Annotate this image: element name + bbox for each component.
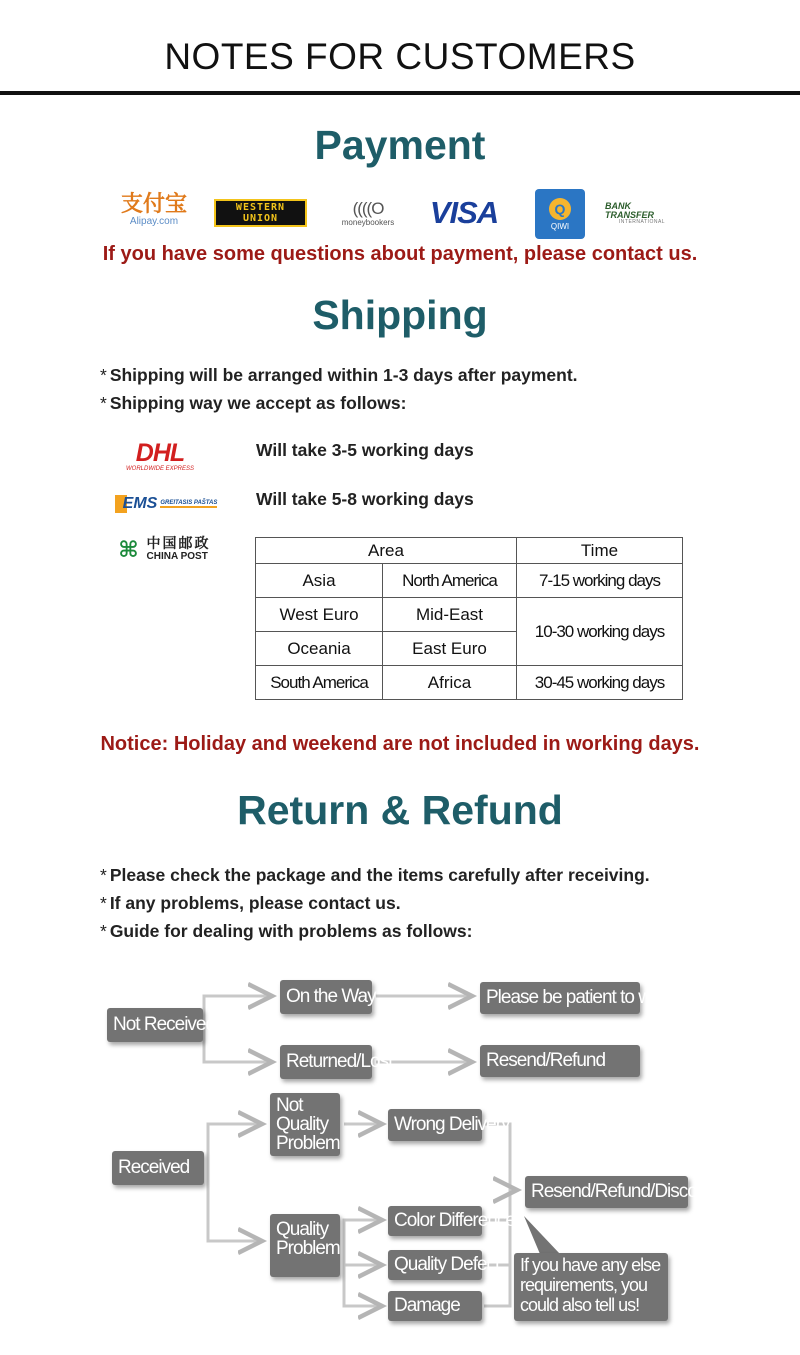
western-union-logo [214, 199, 307, 227]
flow-resend-refund: Resend/Refund [480, 1045, 640, 1077]
dhl-logo-text: DHL [135, 438, 185, 467]
visa-logo: VISA [429, 195, 499, 230]
flow-quality-defect: Quality Defect [388, 1250, 482, 1280]
flow-quality-problem: Quality Problem [270, 1214, 340, 1277]
table-cell: Oceania [256, 632, 383, 666]
dhl-logo-sub: WORLDWIDE EXPRESS [125, 465, 194, 472]
dhl-logo [115, 440, 205, 472]
table-cell: East Euro [383, 632, 517, 666]
qiwi-label: QIWI [550, 221, 570, 231]
qiwi-logo [535, 189, 585, 239]
refund-bullet-2 [100, 893, 401, 914]
table-cell: North America [383, 564, 517, 598]
wu-line1: WESTERN [235, 202, 286, 213]
table-cell: 30-45 working days [517, 666, 683, 700]
flow-on-the-way: On the Way [280, 980, 372, 1014]
flow-color-difference: Color Difference [388, 1206, 482, 1236]
bank-transfer-line2: INTERNATIONAL [618, 218, 666, 225]
table-row [256, 666, 683, 700]
moneybookers-logo [333, 194, 403, 232]
table-row [256, 564, 683, 598]
flow-received: Received [112, 1151, 204, 1185]
flow-not-quality-problem: Not Quality Problem [270, 1093, 340, 1156]
china-post-cn: 中国邮政 [146, 536, 211, 553]
payment-heading: Payment [314, 122, 486, 168]
table-header-row [256, 538, 683, 564]
china-post-en: CHINA POST [146, 551, 208, 563]
table-cell: Asia [256, 564, 383, 598]
ems-logo [107, 492, 225, 516]
bullet-text: Please check the package and the items carefully after receiving. [109, 865, 650, 885]
qiwi-mark-icon: Q [549, 198, 571, 220]
flow-returned-lost: Returned/Lost [280, 1045, 372, 1079]
bullet-star: * [100, 865, 107, 885]
table-cell: West Euro [256, 598, 383, 632]
alipay-logo-cn: 支付宝 [120, 191, 187, 217]
ems-logo-sub: GREITASIS PAŠTAS [160, 500, 218, 506]
table-cell: 10-30 working days [517, 598, 683, 666]
title-divider [0, 91, 800, 95]
bullet-star: * [100, 893, 107, 913]
table-cell: South America [256, 666, 383, 700]
bullet-star: * [100, 921, 107, 941]
china-post-logo [108, 534, 218, 566]
bullet-text: Guide for dealing with problems as follows: [109, 921, 473, 941]
shipping-bullet-2 [100, 393, 406, 414]
return-refund-heading: Return & Refund [237, 787, 563, 833]
table-cell: Africa [383, 666, 517, 700]
bank-transfer-line1: BANK TRANSFER [605, 200, 654, 220]
page-title: NOTES FOR CUSTOMERS [164, 36, 636, 77]
table-header-time: Time [517, 538, 683, 564]
wu-line2: UNION [242, 213, 279, 224]
ems-logo-text: EMS [115, 495, 158, 513]
shipping-heading: Shipping [312, 292, 488, 338]
flow-resend-refund-discount: Resend/Refund/Discount [525, 1176, 688, 1208]
table-cell: Mid-East [383, 598, 517, 632]
flow-wrong-delivery: Wrong Delivery [388, 1109, 482, 1141]
dhl-delivery-time: Will take 3-5 working days [256, 440, 474, 460]
table-row [256, 598, 683, 632]
shipping-bullet-1 [100, 365, 578, 386]
bullet-text: Shipping will be arranged within 1-3 days after payment. [109, 365, 578, 385]
moneybookers-waves-icon: ((((O [352, 198, 384, 218]
alipay-logo [116, 190, 192, 230]
shipping-notice: Notice: Holiday and weekend are not included in working days. [100, 733, 700, 755]
shipping-time-table [255, 537, 683, 700]
bullet-star: * [100, 393, 107, 413]
ems-delivery-time: Will take 5-8 working days [256, 489, 474, 509]
refund-bullet-1 [100, 865, 650, 886]
table-cell: 7-15 working days [517, 564, 683, 598]
payment-note: If you have some questions about payment, please contact us. [102, 243, 698, 265]
flow-damage: Damage [388, 1291, 482, 1321]
table-header-area: Area [256, 538, 517, 564]
bank-transfer-logo [605, 200, 679, 225]
china-post-mark-icon: ⌘ [118, 537, 139, 562]
flow-be-patient: Please be patient to wait [480, 982, 640, 1014]
flow-not-received: Not Received [107, 1008, 203, 1042]
bullet-star: * [100, 365, 107, 385]
bullet-text: If any problems, please contact us. [109, 893, 401, 913]
alipay-logo-en: Alipay.com [129, 216, 179, 227]
flow-else-requirements-callout: If you have any else requirements, you could also tell us! [514, 1253, 668, 1321]
moneybookers-label: moneybookers [341, 217, 395, 227]
bullet-text: Shipping way we accept as follows: [109, 393, 407, 413]
refund-bullet-3 [100, 921, 473, 942]
